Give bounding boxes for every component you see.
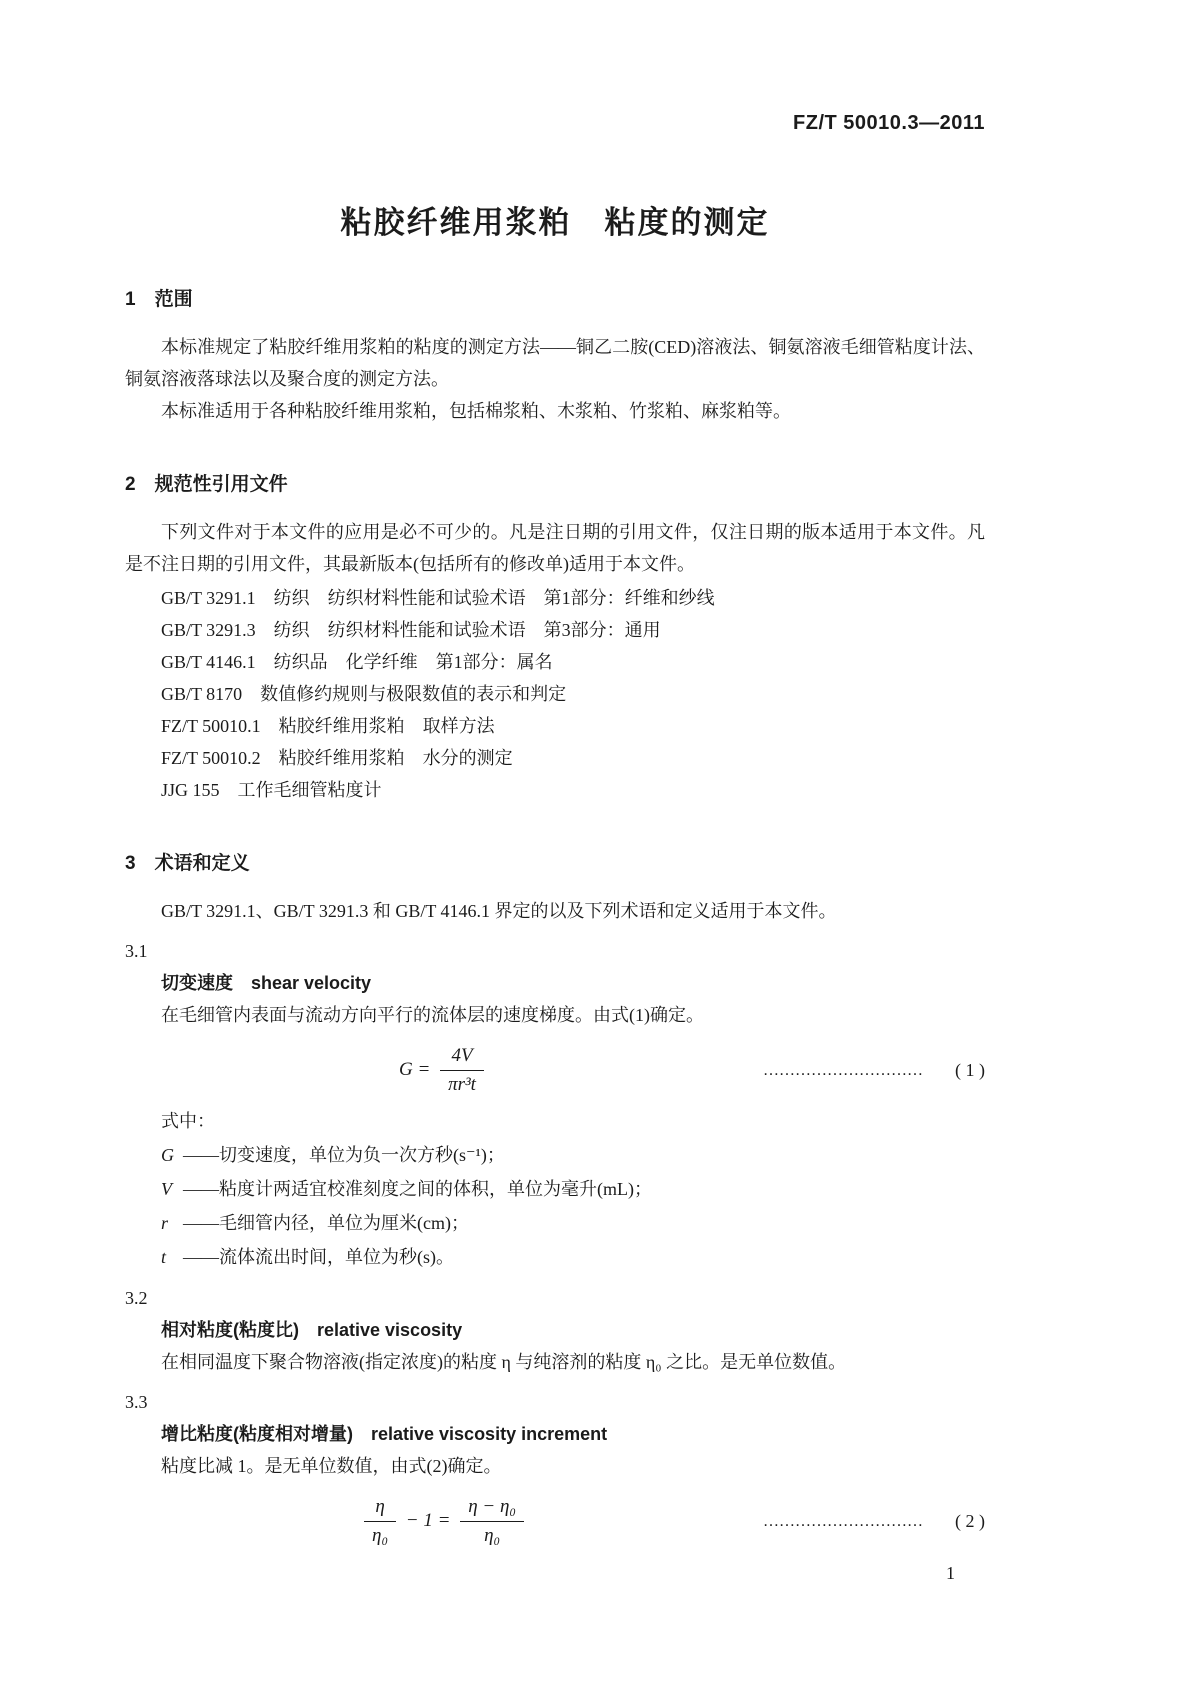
page-number: 1 [946,1563,955,1583]
section-normative-references [125,469,985,806]
term-3-1-definition: 在毛细管内表面与流动方向平行的流体层的速度梯度。由式(1)确定。 [161,1005,704,1025]
term-3-3-title: 增比粘度(粘度相对增量) relative viscosity increment [161,1424,608,1444]
term-3-2 [125,1282,985,1378]
symbol-r: r [161,1213,169,1233]
term-3-1-number: 3.1 [125,941,148,961]
term-3-3-number: 3.3 [125,1392,148,1412]
symbol-line [125,1206,985,1240]
document-header [125,112,985,135]
fraction-denominator: πr³t [448,1074,476,1095]
term-3-2-number: 3.2 [125,1288,148,1308]
fraction-numerator: η − η₀ [460,1496,524,1522]
fraction-denominator: η₀ [484,1525,501,1546]
term-3-2-definition: 在相同温度下聚合物溶液(指定浓度)的粘度 η 与纯溶剂的粘度 η₀ 之比。是无单位数值。 [161,1352,847,1372]
formula-2-fraction-right [460,1496,524,1547]
reference-item: GB/T 3291.3 纺织 纺织材料性能和试验术语 第3部分：通用 [161,620,661,640]
reference-item: GB/T 3291.1 纺织 纺织材料性能和试验术语 第1部分：纤维和纱线 [161,588,715,608]
reference-item: GB/T 8170 数值修约规则与极限数值的表示和判定 [161,684,567,704]
reference-list [125,582,985,806]
symbol-V: V [161,1179,172,1199]
formula-2-fraction-left [364,1496,396,1547]
section-2-paragraph-1: 下列文件对于本文件的应用是必不可少的。凡是注日期的引用文件，仅注日期的版本适用于本文件。凡是不注日期的引用文件，其最新版本(包括所有的修改单)适用于本文件。 [125,522,985,574]
formula-1-fraction [440,1045,484,1096]
term-3-3 [125,1386,985,1547]
symbol-line [125,1138,985,1172]
doc-number: FZ/T 50010.3—2011 [793,112,985,134]
section-3-intro: GB/T 3291.1、GB/T 3291.3 和 GB/T 4146.1 界定的以及下列术语和定义适用于本文件。 [161,901,837,921]
section-3-heading: 3 术语和定义 [125,853,250,874]
fraction-denominator: η₀ [372,1525,389,1546]
formula-2 [125,1496,985,1547]
formula-1 [125,1045,985,1096]
symbol-t: t [161,1247,167,1267]
symbol-t-description: ——流体流出时间，单位为秒(s)。 [183,1247,454,1267]
reference-item: GB/T 4146.1 纺织品 化学纤维 第1部分：属名 [161,652,553,672]
term-3-1-title: 切变速度 shear velocity [161,973,372,993]
formula-1-dots: ………………………… [763,1061,923,1079]
symbol-line [125,1172,985,1206]
symbol-list [125,1138,985,1274]
symbol-V-description: ——粘度计两适宜校准刻度之间的体积，单位为毫升(mL)； [183,1179,652,1199]
term-3-3-definition: 粘度比减 1。是无单位数值，由式(2)确定。 [161,1456,502,1476]
symbol-r-description: ——毛细管内径，单位为厘米(cm)； [183,1213,469,1233]
where-label: 式中： [161,1111,215,1131]
symbol-line [125,1240,985,1274]
formula-2-expression [125,1496,763,1547]
formula-1-lhs: G = [399,1058,431,1080]
section-1-paragraph-2: 本标准适用于各种粘胶纤维用浆粕，包括棉浆粕、木浆粕、竹浆粕、麻浆粕等。 [161,401,791,421]
section-1-paragraph-1: 本标准规定了粘胶纤维用浆粕的粘度的测定方法——铜乙二胺(CED)溶液法、铜氨溶液毛细管粘度计法、铜氨溶液落球法以及聚合度的测定方法。 [125,337,985,389]
formula-1-expression [125,1045,763,1096]
formula-2-middle: − 1 = [405,1509,451,1531]
term-3-1 [125,935,985,1274]
formula-1-number: ( 1 ) [955,1060,985,1080]
symbol-G: G [161,1145,174,1165]
reference-item: FZ/T 50010.1 粘胶纤维用浆粕 取样方法 [161,716,495,736]
section-1-heading: 1 范围 [125,289,193,310]
symbol-G-description: ——切变速度，单位为负一次方秒(s⁻¹)； [183,1145,505,1165]
reference-item: FZ/T 50010.2 粘胶纤维用浆粕 水分的测定 [161,748,513,768]
document-title: 粘胶纤维用浆粕 粘度的测定 [340,205,770,240]
section-terms-definitions [125,848,985,1547]
fraction-numerator: η [364,1496,396,1522]
formula-2-number: ( 2 ) [955,1511,985,1531]
formula-2-dots: ………………………… [763,1512,923,1530]
fraction-numerator: 4V [440,1045,484,1071]
reference-item: JJG 155 工作毛细管粘度计 [161,780,382,800]
section-scope [125,284,985,427]
term-3-2-title: 相对粘度(粘度比) relative viscosity [161,1320,463,1340]
section-2-heading: 2 规范性引用文件 [125,474,288,495]
